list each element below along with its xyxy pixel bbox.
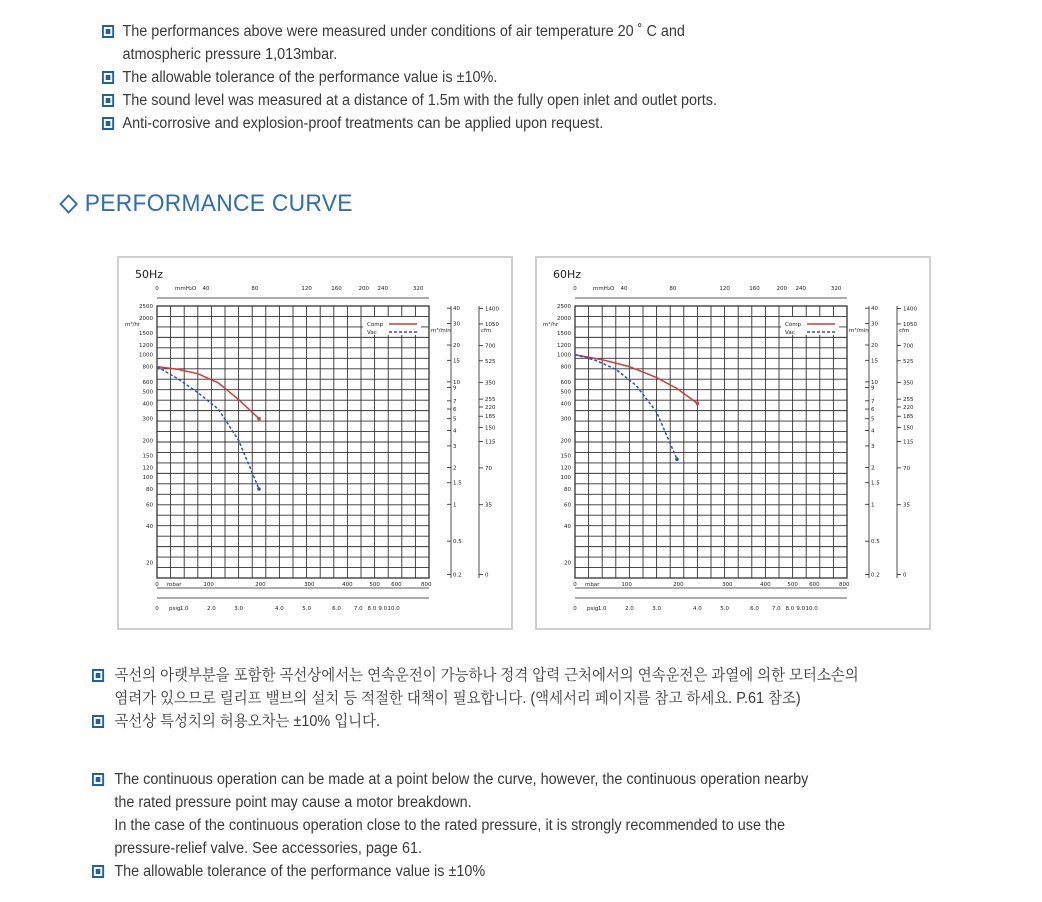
right-tick-label: 255 (903, 397, 914, 404)
right-tick-label: 255 (485, 397, 496, 404)
left-tick-label: 100 (142, 475, 153, 482)
left-tick-label: 400 (142, 401, 153, 408)
top-tick-label: 40 (620, 286, 628, 292)
left-tick-label: 800 (560, 364, 571, 371)
left-tick-label: 300 (142, 416, 153, 423)
mid-tick-label: 9 (871, 385, 875, 392)
mid-tick-label: 6 (453, 407, 457, 414)
right-tick-label: 35 (903, 502, 910, 509)
mid-tick-label: 3 (453, 443, 457, 450)
mid-tick-label: 15 (453, 358, 460, 365)
korean-note-line: 곡선상 특성치의 허용오차는 ±10% 입니다. (114, 713, 380, 730)
left-tick-label: 500 (142, 389, 153, 396)
bottom-axis-unit: mbar (167, 582, 182, 588)
left-tick-label: 40 (564, 523, 571, 530)
english-note-line: the rated pressure point may cause a motor breakdown. (114, 794, 472, 811)
psig-tick-label: 7.0 (771, 606, 781, 612)
mid-tick-label: 0.5 (871, 539, 880, 546)
psig-tick-label: 4.0 (693, 606, 702, 612)
top-tick-label: 200 (776, 286, 787, 292)
bottom-tick-label: 100 (621, 582, 632, 588)
right-tick-label: 525 (485, 358, 496, 365)
legend-label: Vac (367, 330, 377, 336)
left-tick-label: 150 (560, 453, 571, 460)
section-title-text: PERFORMANCE CURVE (84, 190, 353, 217)
top-tick-label: 320 (412, 286, 424, 292)
korean-note-line: 곡선의 아랫부분을 포함한 곡선상에서는 연속운전이 가능하나 정격 압력 근처에서의 연속운전은 과열에 의한 모터소손의 (114, 667, 859, 684)
series-line-vac (157, 367, 259, 489)
square-bullet-icon (102, 94, 114, 107)
psig-tick-label: 7.0 (353, 606, 363, 612)
performance-chart-60hz (535, 256, 931, 630)
left-tick-label: 100 (560, 475, 571, 482)
mid-tick-label: 0.2 (871, 572, 880, 579)
square-bullet-icon (92, 773, 104, 786)
left-tick-label: 600 (142, 379, 153, 386)
left-tick-label: 20 (146, 560, 153, 567)
right-tick-label: 1400 (903, 306, 917, 313)
left-tick-label: 200 (560, 438, 571, 445)
left-tick-label: 20 (564, 560, 571, 567)
legend-label: Vac (785, 330, 795, 336)
bottom-tick-label: 600 (391, 582, 402, 588)
psig-tick-label: 4.0 (275, 606, 284, 612)
top-tick-label: 240 (795, 286, 807, 292)
top-notes (102, 20, 1002, 135)
mid-tick-label: 40 (871, 306, 878, 313)
right-tick-label: 220 (485, 405, 496, 412)
mid-tick-label: 10 (871, 379, 878, 386)
chart-title: 50Hz (135, 268, 164, 281)
left-tick-label: 1200 (139, 343, 153, 350)
mid-tick-label: 2 (453, 465, 457, 472)
bottom-tick-label: 100 (203, 582, 214, 588)
left-tick-label: 120 (142, 465, 153, 472)
psig-axis-unit: psig (587, 606, 599, 612)
mid-tick-label: 20 (453, 343, 460, 350)
psig-tick-label: 5.0 (302, 606, 311, 612)
left-tick-label: 1200 (557, 343, 571, 350)
mid-tick-label: 7 (453, 398, 457, 405)
diamond-icon (59, 194, 78, 214)
top-tick-label: 160 (331, 286, 342, 292)
left-tick-label: 300 (560, 416, 571, 423)
left-tick-label: 1000 (139, 352, 153, 359)
top-note-line: The allowable tolerance of the performance value is ±10%. (122, 69, 498, 86)
mid-tick-label: 3 (871, 443, 875, 450)
right-tick-label: 115 (485, 439, 496, 446)
right-tick-label: 70 (903, 465, 910, 472)
psig-tick-label: 2.0 (625, 606, 634, 612)
right-tick-label: 1050 (903, 321, 917, 328)
top-tick-label: 0 (573, 286, 577, 292)
psig-tick-label: 9.0 (796, 606, 806, 612)
bottom-tick-label: 800 (839, 582, 850, 588)
psig-tick-label: 0 (155, 606, 159, 612)
section-title (62, 190, 353, 218)
mid-axis-unit: m³/min (849, 328, 869, 334)
bottom-tick-label: 0 (155, 582, 159, 588)
right-tick-label: 0 (485, 572, 489, 579)
bottom-axis-unit: mbar (585, 582, 600, 588)
top-note-item (102, 89, 939, 112)
left-tick-label: 60 (146, 502, 153, 509)
right-tick-label: 150 (485, 425, 496, 432)
top-note-item (102, 20, 939, 66)
right-tick-label: 1400 (485, 306, 499, 313)
mid-tick-label: 4 (871, 428, 875, 435)
top-note-line: The sound level was measured at a distance of 1.5m with the fully open inlet and outlet ports. (122, 92, 718, 109)
chart-svg (537, 258, 929, 628)
top-tick-label: 120 (719, 286, 730, 292)
psig-tick-label: 2.0 (207, 606, 216, 612)
top-tick-label: 320 (830, 286, 842, 292)
mid-tick-label: 2 (871, 465, 875, 472)
psig-tick-label: 3.0 (652, 606, 661, 612)
series-end-point (257, 487, 261, 491)
psig-tick-label: 5.0 (720, 606, 729, 612)
psig-tick-label: 0 (573, 606, 577, 612)
top-tick-label: 160 (749, 286, 760, 292)
mid-tick-label: 15 (871, 358, 878, 365)
psig-tick-label: 6.0 (750, 606, 759, 612)
left-tick-label: 1500 (139, 331, 153, 338)
bottom-tick-label: 400 (342, 582, 353, 588)
right-tick-label: 185 (903, 414, 914, 421)
top-note-item (102, 112, 939, 135)
performance-chart-50hz (117, 256, 513, 630)
chart-title: 60Hz (553, 268, 582, 281)
series-end-point (696, 402, 700, 406)
square-bullet-icon (102, 25, 114, 38)
left-tick-label: 120 (560, 465, 571, 472)
psig-tick-label: 3.0 (234, 606, 243, 612)
english-note-line: The continuous operation can be made at a point below the curve, however, the continuous operation nearby (114, 771, 809, 788)
english-note-line: In the case of the continuous operation close to the rated pressure, it is strongly recommended to use the (114, 817, 786, 834)
right-tick-label: 350 (485, 380, 496, 387)
right-tick-label: 350 (903, 380, 914, 387)
left-tick-label: 2000 (139, 315, 153, 322)
right-axis-unit: cfm (481, 328, 492, 334)
left-tick-label: 1500 (557, 331, 571, 338)
right-tick-label: 220 (903, 405, 914, 412)
psig-tick-label: 6.0 (332, 606, 341, 612)
english-note-line: The allowable tolerance of the performance value is ±10% (114, 863, 486, 880)
series-line-vac (575, 355, 677, 460)
korean-note-line: 염려가 있으므로 릴리프 밸브의 설치 등 적절한 대책이 필요합니다. (액세서리 페이지를 참고 하세요. P.61 참조) (114, 690, 801, 707)
top-note-line: The performances above were measured under conditions of air temperature 20 ˚ C and (122, 23, 685, 40)
bottom-tick-label: 200 (255, 582, 266, 588)
right-tick-label: 700 (903, 343, 914, 350)
bottom-tick-label: 200 (673, 582, 684, 588)
right-tick-label: 1050 (485, 321, 499, 328)
top-note-line: Anti-corrosive and explosion-proof treatments can be applied upon request. (122, 115, 604, 132)
left-tick-label: 2500 (557, 304, 571, 310)
top-tick-label: 240 (377, 286, 389, 292)
korean-note-item (92, 664, 929, 710)
square-bullet-icon (102, 71, 114, 84)
top-tick-label: 40 (202, 286, 210, 292)
mid-tick-label: 1 (453, 502, 457, 509)
square-bullet-icon (92, 865, 104, 878)
left-tick-label: 2000 (557, 315, 571, 322)
right-tick-label: 0 (903, 572, 907, 579)
mid-tick-label: 20 (871, 343, 878, 350)
left-tick-label: 150 (142, 453, 153, 460)
left-axis-unit: m³/hr (543, 322, 559, 328)
legend-label: Comp (367, 322, 384, 328)
english-note-item (92, 860, 929, 883)
psig-tick-label: 10.0 (805, 606, 818, 612)
left-tick-label: 60 (564, 502, 571, 509)
bottom-tick-label: 600 (809, 582, 820, 588)
square-bullet-icon (92, 669, 104, 682)
left-tick-label: 500 (560, 389, 571, 396)
bottom-tick-label: 300 (304, 582, 315, 588)
square-bullet-icon (102, 117, 114, 130)
right-tick-label: 150 (903, 425, 914, 432)
mid-tick-label: 9 (453, 385, 457, 392)
psig-tick-label: 9.0 (378, 606, 388, 612)
mid-tick-label: 1.5 (453, 480, 462, 487)
right-axis-unit: cfm (899, 328, 910, 334)
top-note-line: atmospheric pressure 1,013mbar. (122, 46, 338, 63)
left-tick-label: 80 (146, 487, 153, 494)
mid-tick-label: 10 (453, 379, 460, 386)
top-tick-label: 200 (358, 286, 369, 292)
bottom-tick-label: 300 (722, 582, 733, 588)
chart-svg (119, 258, 511, 628)
psig-tick-label: 1.0 (597, 606, 607, 612)
left-axis-unit: m³/hr (125, 322, 141, 328)
top-axis-unit: mmH₂O (175, 286, 197, 292)
mid-tick-label: 30 (871, 321, 878, 328)
top-note-item (102, 66, 939, 89)
mid-tick-label: 0.5 (453, 539, 462, 546)
right-tick-label: 185 (485, 414, 496, 421)
top-axis-unit: mmH₂O (593, 286, 615, 292)
mid-tick-label: 0.2 (453, 572, 462, 579)
top-tick-label: 0 (155, 286, 159, 292)
legend-label: Comp (785, 322, 802, 328)
mid-tick-label: 40 (453, 306, 460, 313)
psig-tick-label: 10.0 (387, 606, 400, 612)
left-tick-label: 600 (560, 379, 571, 386)
top-tick-label: 120 (301, 286, 312, 292)
mid-tick-label: 1.5 (871, 480, 880, 487)
right-tick-label: 700 (485, 343, 496, 350)
mid-tick-label: 30 (453, 321, 460, 328)
right-tick-label: 35 (485, 502, 492, 509)
left-tick-label: 400 (560, 401, 571, 408)
left-tick-label: 80 (564, 487, 571, 494)
english-notes (92, 768, 992, 883)
bottom-tick-label: 800 (421, 582, 432, 588)
left-tick-label: 800 (142, 364, 153, 371)
mid-tick-label: 6 (871, 407, 875, 414)
english-note-line: pressure-relief valve. See accessories, page 61. (114, 840, 423, 857)
psig-tick-label: 1.0 (179, 606, 189, 612)
left-tick-label: 40 (146, 523, 153, 530)
mid-tick-label: 7 (871, 398, 875, 405)
series-end-point (257, 417, 261, 421)
bottom-tick-label: 500 (369, 582, 380, 588)
english-note-item (92, 768, 929, 860)
top-tick-label: 80 (251, 286, 259, 292)
psig-tick-label: 8.0 (367, 606, 377, 612)
left-tick-label: 2500 (139, 304, 153, 310)
mid-axis-unit: m³/min (431, 328, 451, 334)
bottom-tick-label: 500 (787, 582, 798, 588)
right-tick-label: 70 (485, 465, 492, 472)
mid-tick-label: 5 (453, 416, 457, 423)
psig-axis-unit: psig (169, 606, 181, 612)
bottom-tick-label: 0 (573, 582, 577, 588)
right-tick-label: 525 (903, 358, 914, 365)
korean-note-item (92, 710, 929, 733)
top-tick-label: 80 (669, 286, 677, 292)
mid-tick-label: 1 (871, 502, 875, 509)
korean-notes (92, 664, 992, 733)
bottom-tick-label: 400 (760, 582, 771, 588)
left-tick-label: 200 (142, 438, 153, 445)
square-bullet-icon (92, 715, 104, 728)
mid-tick-label: 4 (453, 428, 457, 435)
left-tick-label: 1000 (557, 352, 571, 359)
mid-tick-label: 5 (871, 416, 875, 423)
right-tick-label: 115 (903, 439, 914, 446)
psig-tick-label: 8.0 (785, 606, 795, 612)
series-end-point (675, 457, 679, 461)
